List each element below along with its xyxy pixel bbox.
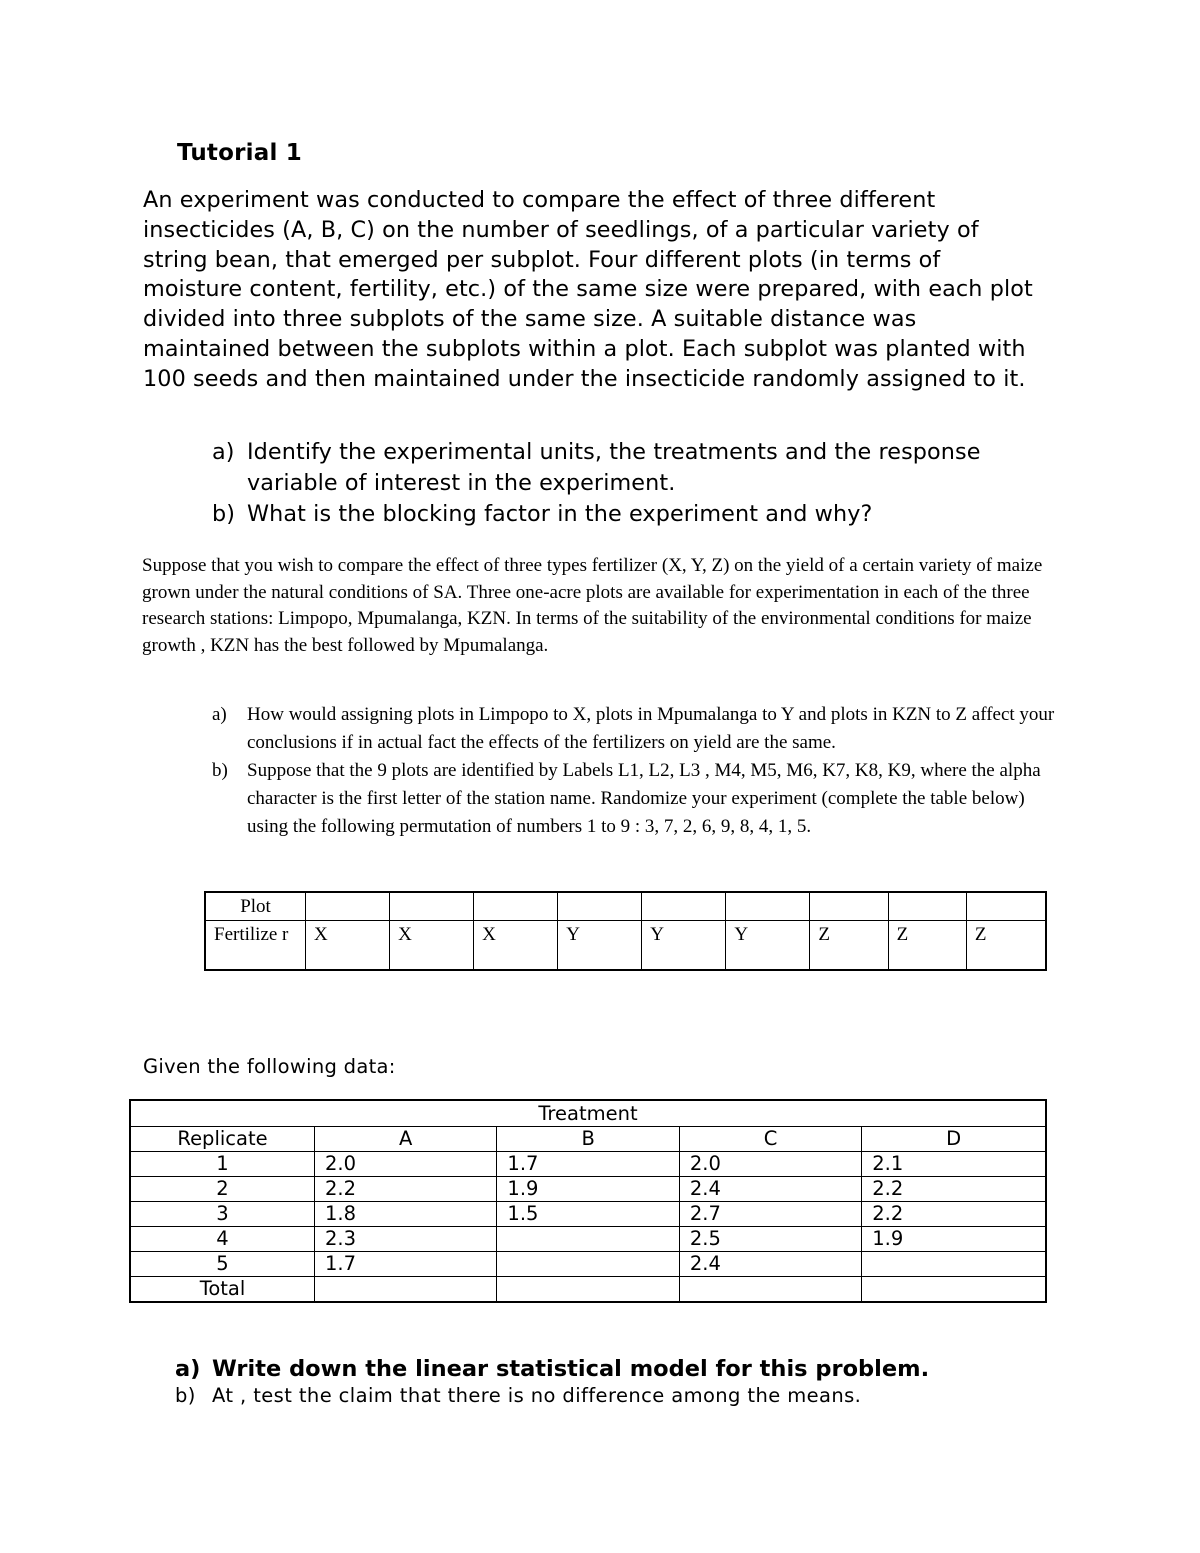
value-cell: 2.2 — [315, 1177, 497, 1202]
fertilizer-cell: Y — [642, 921, 726, 971]
treatment-header-row — [130, 1100, 1046, 1127]
value-cell: 2.7 — [679, 1202, 861, 1227]
table-row — [130, 1202, 1046, 1227]
value-cell: 2.1 — [862, 1152, 1046, 1177]
fertilizer-row — [205, 921, 1046, 971]
value-cell: 1.5 — [497, 1202, 679, 1227]
plot-cell[interactable] — [726, 892, 810, 921]
table-row — [130, 1227, 1046, 1252]
plot-cell[interactable] — [888, 892, 966, 921]
fertilizer-cell: Z — [966, 921, 1046, 971]
total-cell[interactable] — [862, 1277, 1046, 1303]
replicate-cell: 5 — [130, 1252, 315, 1277]
question-text: Write down the linear statistical model for this problem. — [212, 1356, 930, 1382]
value-cell: 1.8 — [315, 1202, 497, 1227]
column-header-d: D — [862, 1127, 1046, 1152]
table-row — [130, 1252, 1046, 1277]
value-cell: 2.2 — [862, 1177, 1046, 1202]
fertilizer-header-cell: Fertilize r — [205, 921, 306, 971]
fertilizer-cell: Z — [810, 921, 888, 971]
plot-row — [205, 892, 1046, 921]
value-cell — [862, 1252, 1046, 1277]
column-header-c: C — [679, 1127, 861, 1152]
total-cell[interactable] — [497, 1277, 679, 1303]
plot-cell[interactable] — [966, 892, 1046, 921]
value-cell: 2.4 — [679, 1252, 861, 1277]
fertilizer-cell: Z — [888, 921, 966, 971]
given-data-label: Given the following data: — [143, 1055, 396, 1078]
value-cell: 2.5 — [679, 1227, 861, 1252]
intro-paragraph: An experiment was conducted to compare the effect of three different insecticides (A, B, C) on the number of seedlings, of a particular variety of string bean, that emerged per subplot. Four different plots (in terms of moisture content, fertility, etc.) of the same size were prepared, with each plot divided into three subplots of the same size. A suitable distance was maintained between the subplots within a plot. Each subplot was planted with 100 seeds and then maintained under the insecticide randomly assigned to it. — [143, 187, 1033, 392]
column-header-b: B — [497, 1127, 679, 1152]
question-text: What is the blocking factor in the experiment and why? — [247, 501, 873, 527]
value-cell: 1.9 — [497, 1177, 679, 1202]
question-label: b) — [212, 501, 236, 527]
treatment-data-table — [129, 1099, 1047, 1303]
plot-fertilizer-table — [204, 891, 1047, 971]
table-row — [130, 1152, 1046, 1177]
fertilizer-cell: X — [306, 921, 390, 971]
fertilizer-cell: X — [390, 921, 474, 971]
question-text: Identify the experimental units, the treatments and the response variable of interest in the experiment. — [247, 439, 981, 496]
value-cell: 2.4 — [679, 1177, 861, 1202]
replicate-cell: 2 — [130, 1177, 315, 1202]
value-cell: 2.0 — [679, 1152, 861, 1177]
value-cell — [497, 1227, 679, 1252]
fertilizer-cell: Y — [726, 921, 810, 971]
column-header-a: A — [315, 1127, 497, 1152]
total-row — [130, 1277, 1046, 1303]
question-label: b) — [212, 760, 228, 781]
value-cell: 1.7 — [315, 1252, 497, 1277]
replicate-header: Replicate — [130, 1127, 315, 1152]
question-label: a) — [212, 439, 235, 465]
question-label: b) — [175, 1384, 196, 1407]
fertilizer-cell: Y — [558, 921, 642, 971]
total-cell[interactable] — [679, 1277, 861, 1303]
question-label: a) — [175, 1356, 201, 1382]
total-cell[interactable] — [315, 1277, 497, 1303]
question-text: Suppose that the 9 plots are identified by Labels L1, L2, L3 , M4, M5, M6, K7, K8, K9, where the alpha character is the first letter of the station name. Randomize your experiment (complete the table below) using the following permutation of numbers 1 to 9 : 3, 7, 2, 6, 9, 8, 4, 1, 5. — [247, 760, 1041, 838]
value-cell — [497, 1252, 679, 1277]
value-cell: 2.0 — [315, 1152, 497, 1177]
plot-cell[interactable] — [474, 892, 558, 921]
table-row — [130, 1177, 1046, 1202]
replicate-cell: 1 — [130, 1152, 315, 1177]
column-header-row — [130, 1127, 1046, 1152]
fertilizer-cell: X — [474, 921, 558, 971]
plot-cell[interactable] — [558, 892, 642, 921]
total-label-cell: Total — [130, 1277, 315, 1303]
plot-cell[interactable] — [642, 892, 726, 921]
plot-cell[interactable] — [390, 892, 474, 921]
plot-header-cell: Plot — [205, 892, 306, 921]
value-cell: 1.9 — [862, 1227, 1046, 1252]
plot-cell[interactable] — [306, 892, 390, 921]
replicate-cell: 4 — [130, 1227, 315, 1252]
replicate-cell: 3 — [130, 1202, 315, 1227]
value-cell: 1.7 — [497, 1152, 679, 1177]
value-cell: 2.3 — [315, 1227, 497, 1252]
plot-cell[interactable] — [810, 892, 888, 921]
question-label: a) — [212, 704, 227, 725]
page-title: Tutorial 1 — [177, 140, 302, 166]
treatment-header: Treatment — [130, 1100, 1046, 1127]
question-text: At , test the claim that there is no difference among the means. — [212, 1384, 862, 1407]
question-text: How would assigning plots in Limpopo to X, plots in Mpumalanga to Y and plots in KZN to Z affect your conclusions if in actual fact the effects of the fertilizers on yield are the same. — [247, 704, 1055, 754]
value-cell: 2.2 — [862, 1202, 1046, 1227]
fertilizer-paragraph: Suppose that you wish to compare the effect of three types fertilizer (X, Y, Z) on the yield of a certain variety of maize grown under the natural conditions of SA. Three one-acre plots are available for experimentation in each of the three research stations: Limpopo, Mpumalanga, KZN. In terms of the suitability of the environmental conditions for maize growth , KZN has the best followed by Mpumalanga. — [142, 555, 1043, 656]
